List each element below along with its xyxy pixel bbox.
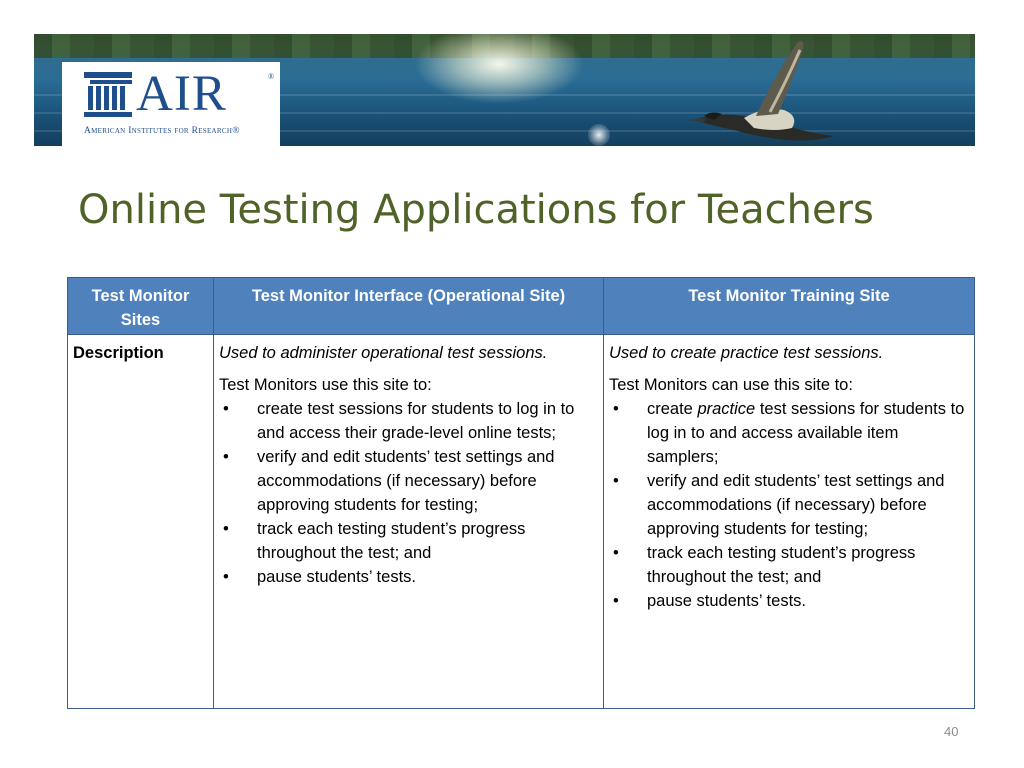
list-item-text: create test sessions for students to log in to and access their grade-level online tests; — [257, 400, 575, 442]
columns-logo-icon — [84, 72, 132, 118]
list-item-text: track each testing student’s progress throughout the test; and — [647, 544, 916, 586]
header-cell: Test Monitor Interface (Operational Site) — [214, 278, 604, 335]
training-description-cell — [604, 335, 975, 709]
list-item-text: pause students’ tests. — [647, 592, 806, 610]
list-item — [609, 541, 969, 589]
operational-description-cell — [214, 335, 604, 709]
header-cell: Test Monitor Sites — [68, 278, 214, 335]
list-item — [219, 397, 598, 445]
bullet-icon: • — [613, 592, 619, 610]
operational-bullet-list — [219, 397, 598, 589]
list-item — [219, 517, 598, 565]
list-item-text: verify and edit students’ test settings and accommodations (if necessary) before approving students for testing; — [647, 472, 945, 538]
table-row — [68, 335, 975, 709]
slide-title: Online Testing Applications for Teachers — [78, 187, 874, 233]
list-item — [609, 589, 969, 613]
lens-flare — [588, 124, 610, 146]
list-item-text: verify and edit students’ test settings and accommodations (if necessary) before approving students for testing; — [257, 448, 555, 514]
row-label-cell — [68, 335, 214, 709]
bullet-icon: • — [223, 400, 229, 418]
air-logo — [62, 62, 280, 146]
comparison-table — [67, 277, 975, 709]
list-item — [219, 445, 598, 517]
bullet-icon: • — [223, 568, 229, 586]
operational-lead: Test Monitors use this site to: — [219, 376, 432, 394]
bullet-icon: • — [613, 544, 619, 562]
list-item-text: create — [647, 400, 698, 418]
list-item-text: track each testing student’s progress throughout the test; and — [257, 520, 526, 562]
bullet-icon: • — [223, 520, 229, 538]
header-cell: Test Monitor Training Site — [604, 278, 975, 335]
table-header-row — [68, 278, 975, 335]
training-bullet-list — [609, 397, 969, 613]
logo-tagline: American Institutes for Research® — [84, 126, 240, 136]
training-intro: Used to create practice test sessions. — [609, 344, 884, 362]
bullet-icon: • — [613, 472, 619, 490]
slide-number: 40 — [944, 724, 959, 739]
logo-registered-mark: ® — [268, 72, 275, 81]
row-label: Description — [73, 344, 164, 362]
bullet-icon: • — [223, 448, 229, 466]
logo-wordmark: AIR — [136, 66, 227, 122]
list-item — [609, 397, 969, 469]
training-lead: Test Monitors can use this site to: — [609, 376, 853, 394]
list-item — [609, 469, 969, 541]
list-item-text: pause students’ tests. — [257, 568, 416, 586]
bullet-icon: • — [613, 400, 619, 418]
list-item-text: test sessions for students to log in to and access available item samplers; — [647, 400, 965, 466]
list-item — [219, 565, 598, 589]
loon-bird-image — [674, 36, 844, 146]
operational-intro: Used to administer operational test sessions. — [219, 344, 548, 362]
emphasis-text: practice — [697, 400, 756, 418]
